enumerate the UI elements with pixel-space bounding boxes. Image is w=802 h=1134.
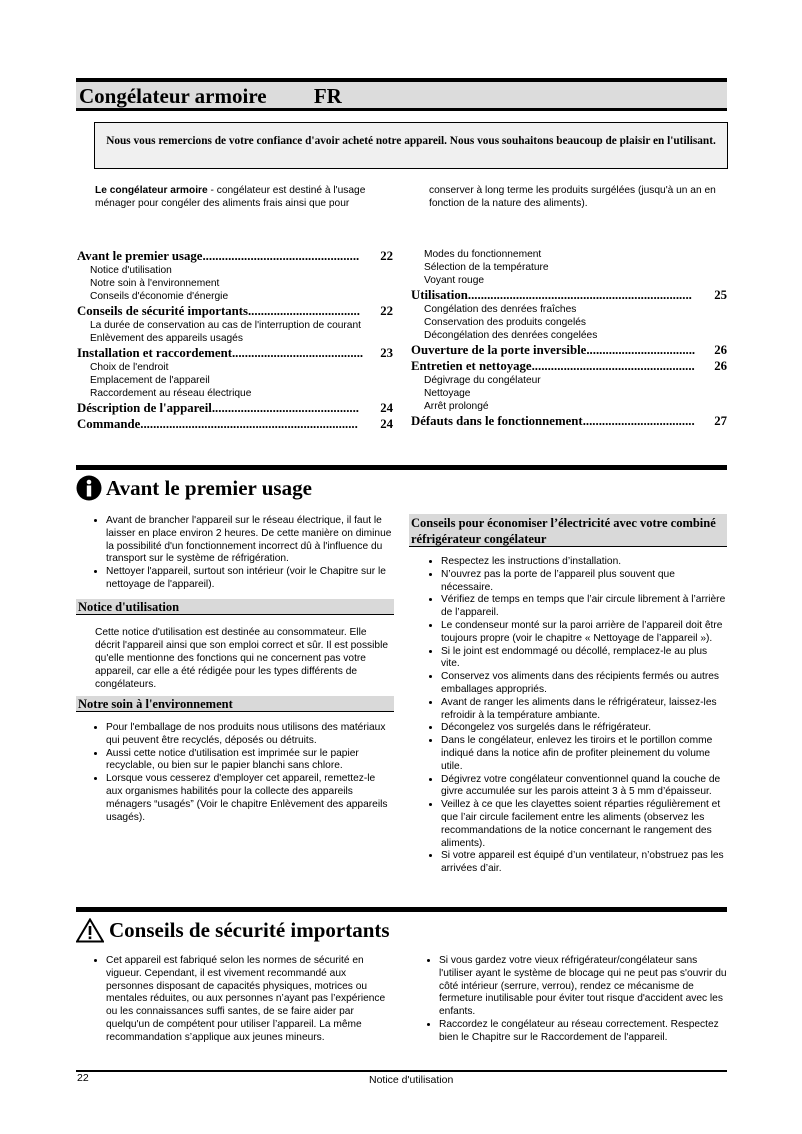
environment-heading: Notre soin à l'environnement	[76, 696, 394, 712]
toc-subentry[interactable]: Choix de l'endroit	[90, 362, 169, 373]
toc-subentry[interactable]: Dégivrage du congélateur	[424, 375, 541, 386]
thanks-box	[94, 122, 728, 169]
safety-left-column	[76, 955, 394, 1045]
toc-entry[interactable]: Déscription de l'appareil .............................................. 24	[77, 401, 393, 415]
toc-subentry[interactable]: Congélation des denrées fraîches	[424, 304, 577, 315]
toc-subentry[interactable]: Sélection de la température	[424, 262, 549, 273]
toc-entry[interactable]: Utilisation ...................................................................... 25	[411, 288, 727, 302]
info-icon	[76, 475, 102, 501]
toc-subentry[interactable]: Conservation des produits congelés	[424, 317, 586, 328]
toc-entry[interactable]: Avant le premier usage ................................................. 22	[77, 249, 393, 263]
toc-subentry[interactable]: Modes du fonctionnement	[424, 249, 542, 260]
toc-subentry[interactable]: Arrêt prolongé	[424, 401, 489, 412]
list-item: • Pour l'emballage de nos produits nous utilisons des matériaux qui peuvent être recyclés, déposés ou détruits.	[106, 722, 394, 748]
toc-subentry[interactable]: Enlèvement des appareils usagés	[90, 333, 243, 344]
toc-right	[411, 248, 727, 429]
language-code: FR	[313, 84, 342, 108]
section-heading-safety: Conseils de sécurité importants	[76, 914, 390, 946]
list-item: • Avant de ranger les aliments dans le réfrigérateur, laissez-les refroidir à la température ambiante.	[441, 697, 727, 723]
toc-subentry[interactable]: Notre soin à l'environnement	[90, 278, 220, 289]
environment-column	[76, 722, 394, 824]
section-rule	[76, 907, 727, 912]
toc-entry[interactable]: Conseils de sécurité importants ................................... 22	[77, 304, 393, 318]
page-number: 22	[77, 1072, 89, 1084]
toc-subentry[interactable]: Nettoyage	[424, 388, 471, 399]
toc-entry[interactable]: Installation et raccordement ......................................... 23	[77, 346, 393, 360]
list-item: • Nettoyer l'appareil, surtout son intérieur (voir le Chapitre sur le nettoyage de l'appareil).	[106, 566, 394, 592]
list-item: • Si le joint est endommagé ou décollé, remplacez-le au plus vite.	[441, 646, 727, 672]
notice-text: Cette notice d'utilisation est destinée au consommateur. Elle décrit l'appareil ainsi que son emploi correct et sûr. Il est possible qu'elle mentionne des fonctions qui ne concernent pas votre appareil, car elle a été rédigée pour les types différents de congélateurs.	[95, 627, 388, 690]
energy-tips-bullets	[409, 556, 727, 876]
toc-entry[interactable]: Ouverture de la porte inversible .................................. 26	[411, 343, 727, 357]
safety-right-column	[409, 955, 727, 1045]
first-use-left-column	[76, 515, 394, 592]
notice-heading: Notice d'utilisation	[76, 599, 394, 615]
intro-left: Le congélateur armoire - congélateur est destiné à l'usage ménager pour congéler des aliments frais ainsi que pour	[95, 185, 366, 209]
footer-label: Notice d'utilisation	[369, 1074, 454, 1086]
page-title: Congélateur armoire FR	[79, 84, 342, 108]
toc-subentry[interactable]: Raccordement au réseau électrique	[90, 388, 252, 399]
section-heading-first-use: Avant le premier usage	[76, 472, 312, 504]
energy-tips-heading: Conseils pour économiser l’électricité avec votre combiné réfrigérateur congélateur	[409, 514, 727, 547]
thanks-text: Nous vous remercions de votre confiance d'avoir acheté notre appareil. Nous vous souhaitons beaucoup de plaisir en l'utilisant.	[106, 135, 716, 147]
list-item: • Avant de brancher l'appareil sur le réseau électrique, il faut le laisser en place environ 2 heures. De cette manière on diminue la possibilité d'un fonctionnement incorrect dû à l'influence du transport sur le système de réfrigération.	[106, 515, 394, 566]
warning-icon	[76, 918, 104, 943]
energy-tips-column	[409, 556, 727, 876]
list-item: • Si votre appareil est équipé d’un ventilateur, n’obstruez pas les arrivées d’air.	[441, 850, 727, 876]
toc-subentry[interactable]: Emplacement de l'appareil	[90, 375, 210, 386]
list-item: • Raccordez le congélateur au réseau correctement. Respectez bien le Chapitre sur le Raccordement de l'appareil.	[439, 1019, 727, 1045]
safety-left-bullets	[76, 955, 394, 1045]
list-item: • Décongelez vos surgelés dans le réfrigérateur.	[441, 722, 727, 735]
toc-entry[interactable]: Commande .................................................................... 24	[77, 417, 393, 431]
toc-subentry[interactable]: Notice d'utilisation	[90, 265, 172, 276]
list-item: • Conservez vos aliments dans des récipients fermés ou autres emballages appropriés.	[441, 671, 727, 697]
first-use-bullets	[76, 515, 394, 592]
toc-subentry[interactable]: Conseils d'économie d'énergie	[90, 291, 229, 302]
list-item: • Si vous gardez votre vieux réfrigérateur/congélateur sans l'utiliser ayant le système de blocage qui ne peut pas s'ouvrir du côté intérieur (serrure, verrou), rendez ce mécanisme de fermeture inutilisable pour éviter tout risque d'accident avec les enfants.	[439, 955, 727, 1019]
list-item: • Le condenseur monté sur la paroi arrière de l’appareil doit être toujours propre (voir le chapitre « Nettoyage de l’appareil »).	[441, 620, 727, 646]
toc-entry[interactable]: Défauts dans le fonctionnement ................................... 27	[411, 414, 727, 428]
list-item: • Dégivrez votre congélateur conventionnel quand la couche de givre accumulée sur les parois atteint 3 à 5 mm d’épaisseur.	[441, 774, 727, 800]
toc-entry[interactable]: Entretien et nettoyage ................................................... 26	[411, 359, 727, 373]
list-item: • Vérifiez de temps en temps que l’air circule librement à l’arrière de l’appareil.	[441, 594, 727, 620]
list-item: • Veillez à ce que les clayettes soient réparties régulièrement et que l’air circule facilement entre les aliments (observez les recommandations de la notice concernant le rangement des aliments).	[441, 799, 727, 850]
toc-left	[77, 248, 393, 432]
list-item: • Respectez les instructions d’installation.	[441, 556, 727, 569]
environment-bullets	[76, 722, 394, 824]
list-item: • Dans le congélateur, enlevez les tiroirs et le portillon comme indiqué dans la notice afin de profiter pleinement du volume utile.	[441, 735, 727, 773]
list-item: • Lorsque vous cesserez d'employer cet appareil, remettez-le aux organismes habilités pour la collecte des appareils ménagers “usagés” (Voir le chapitre Enlèvement des appareils usagés).	[106, 773, 394, 824]
section-rule	[76, 465, 727, 470]
toc-subentry[interactable]: Décongélation des denrées congelées	[424, 330, 598, 341]
footer-rule	[76, 1070, 727, 1072]
list-item: • Cet appareil est fabriqué selon les normes de sécurité en vigueur. Cependant, il est vivement recommandé aux personnes disposant de capacités physiques, motrices ou mentales réduites, ou aux personnes n’ayant pas l’expérience ou les connaissances suffi santes, de se faire aider par quelqu'un de compétent pour utiliser l’appareil. La même recommandation s’applique aux jeunes mineurs.	[106, 955, 394, 1045]
toc-subentry[interactable]: La durée de conservation au cas de l'interruption de courant	[90, 320, 361, 331]
intro-right: conserver à long terme les produits surgélées (jusqu'à un an en fonction de la nature des aliments).	[429, 185, 716, 209]
safety-right-bullets	[409, 955, 727, 1045]
toc-subentry[interactable]: Voyant rouge	[424, 275, 485, 286]
list-item: • Aussi cette notice d'utilisation est imprimée sur le papier recyclable, ou bien sur le papier blanchi sans chlore.	[106, 748, 394, 774]
list-item: • N’ouvrez pas la porte de l’appareil plus souvent que nécessaire.	[441, 569, 727, 595]
